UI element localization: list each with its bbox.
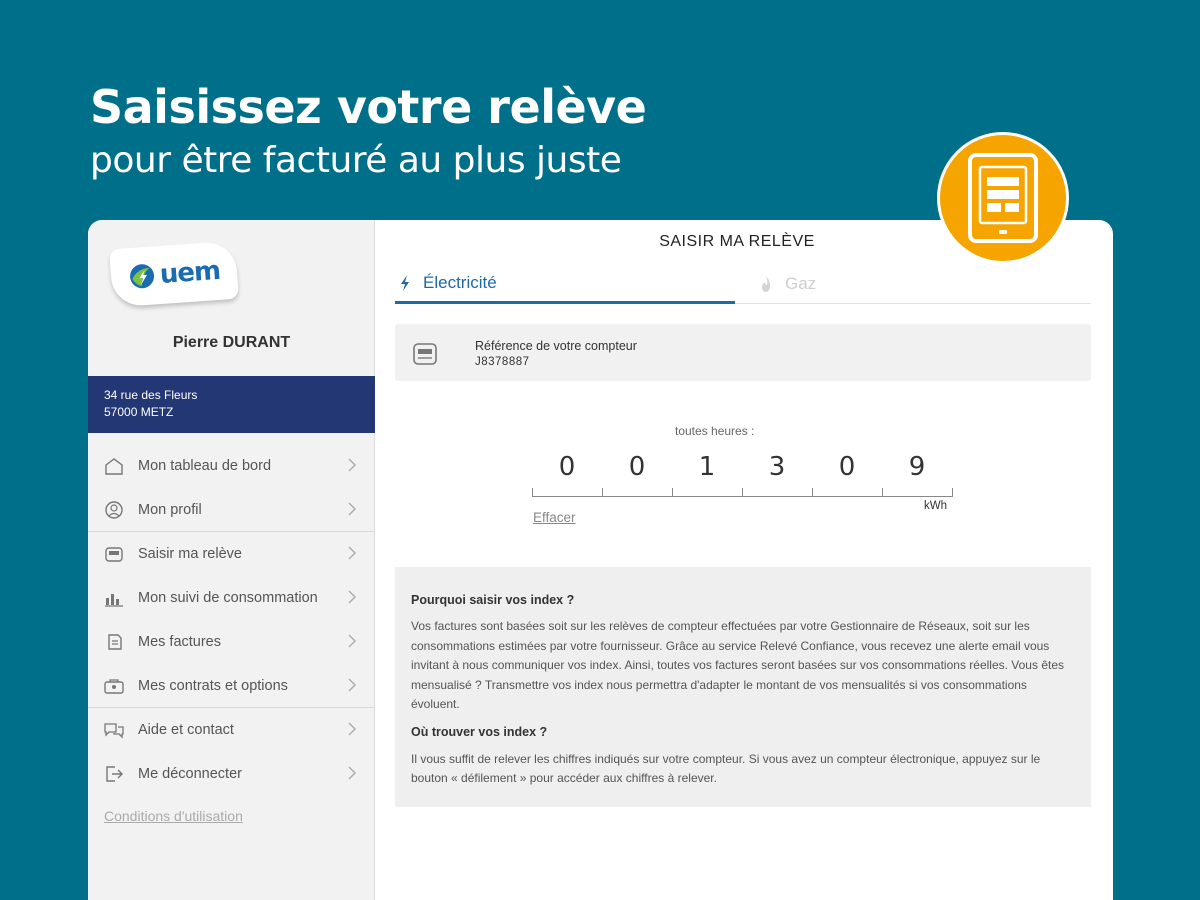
app-card [88, 220, 1113, 900]
meter-reference [395, 324, 1091, 381]
sidebar-item-label: Me déconnecter [138, 766, 242, 782]
logout-icon [102, 764, 126, 784]
bar-chart-icon [102, 588, 126, 608]
sidebar-item-label: Mon suivi de consommation [138, 590, 318, 606]
help-icon [102, 720, 126, 740]
sidebar-item-help[interactable] [88, 708, 375, 752]
sidebar-item-label: Saisir ma relève [138, 546, 242, 562]
sidebar-item-label: Mes contrats et options [138, 677, 288, 694]
address-line1: 34 rue des Fleurs [104, 388, 198, 402]
uem-logo [109, 241, 239, 308]
promo-title: Saisissez votre relève [90, 80, 647, 134]
energy-tabs [395, 264, 1091, 304]
digit-input[interactable]: 9 [908, 452, 926, 482]
meter-icon [412, 342, 438, 371]
address-bar[interactable] [88, 376, 375, 433]
digit-divider [672, 488, 673, 497]
meter-reference-value: J8378887 [475, 356, 530, 368]
address-line2: 57000 METZ [104, 405, 174, 419]
sidebar-item-consumption[interactable] [88, 576, 375, 620]
chevron-right-icon [345, 546, 359, 560]
info-answer-where: Il vous suffit de relever les chiffres indiqués sur votre compteur. Si vous avez un compteur électronique, appuyez sur le bouton « défilement » pour accéder aux chiffres à relever. [411, 751, 1041, 786]
digit-input[interactable]: 0 [628, 452, 646, 482]
sidebar-item-contracts[interactable] [88, 664, 375, 708]
digit-input[interactable]: 1 [698, 452, 716, 482]
chevron-right-icon [345, 502, 359, 516]
invoice-icon [102, 632, 126, 652]
main-panel [375, 220, 1113, 900]
digit-input[interactable]: 0 [558, 452, 576, 482]
sidebar-item-label: Mon profil [138, 501, 202, 518]
sidebar-item-label: Aide et contact [138, 722, 234, 738]
info-panel [395, 567, 1091, 807]
terms-link[interactable]: Conditions d'utilisation [104, 808, 243, 824]
sidebar-item-reading[interactable] [88, 532, 375, 576]
digit-divider [532, 488, 533, 497]
page-title: SAISIR MA RELÈVE [659, 233, 815, 250]
unit-label: kWh [924, 500, 947, 512]
meter-reference-label: Référence de votre compteur [475, 339, 637, 353]
chevron-right-icon [345, 766, 359, 780]
profile-icon [102, 500, 126, 520]
sidebar-item-invoices[interactable] [88, 620, 375, 664]
sidebar-item-logout[interactable] [88, 752, 375, 796]
digit-input[interactable]: 0 [838, 452, 856, 482]
digit-divider [952, 488, 953, 497]
lightning-icon [399, 274, 411, 292]
index-label: toutes heures : [675, 424, 755, 438]
sidebar [88, 220, 375, 900]
sidebar-item-label: Mes factures [138, 634, 221, 650]
sidebar-item-dashboard[interactable] [88, 444, 375, 488]
info-question-where: Où trouver vos index ? [411, 725, 548, 740]
chevron-right-icon [345, 634, 359, 648]
tablet-badge-icon [937, 132, 1069, 264]
sidebar-menu [88, 444, 375, 796]
promo-subtitle: pour être facturé au plus juste [90, 140, 622, 181]
digit-divider [812, 488, 813, 497]
tab-gas[interactable] [755, 264, 1091, 304]
flame-icon [759, 275, 773, 293]
uem-logo-icon [127, 261, 157, 291]
home-icon [102, 456, 126, 476]
chevron-right-icon [345, 722, 359, 736]
chevron-right-icon [345, 458, 359, 472]
digit-divider [882, 488, 883, 497]
meter-icon [102, 544, 126, 564]
clear-link[interactable]: Effacer [533, 510, 576, 525]
digit-input[interactable]: 3 [768, 452, 786, 482]
contract-icon [102, 676, 126, 696]
user-name: Pierre DURANT [172, 334, 291, 351]
info-answer-why: Vos factures sont basées soit sur les relèves de compteur effectuées par votre Gestionnaire de Réseaux, soit sur les consommations estimées par votre fournisseur. Grâce au service Relevé Confiance, vous recevez une alerte email vous invitant à nous communiquer vos index. Ainsi, toutes vos factures seront basées sur vos consommations réelles. Vous êtes mensualisé ? Transmettre vos index nous permettra d'adapter le montant de vos mensualités si vos consommations évoluent. [411, 619, 1064, 712]
info-question-why: Pourquoi saisir vos index ? [411, 593, 575, 607]
chevron-right-icon [345, 590, 359, 604]
tab-label: Électricité [423, 272, 497, 292]
sidebar-item-profile[interactable] [88, 488, 375, 532]
chevron-right-icon [345, 678, 359, 692]
sidebar-item-label: Mon tableau de bord [138, 458, 272, 474]
tab-electricity[interactable] [395, 264, 735, 304]
digit-divider [742, 488, 743, 497]
logo-text: uem [158, 255, 222, 290]
tab-label: Gaz [785, 274, 817, 293]
digit-divider [602, 488, 603, 497]
